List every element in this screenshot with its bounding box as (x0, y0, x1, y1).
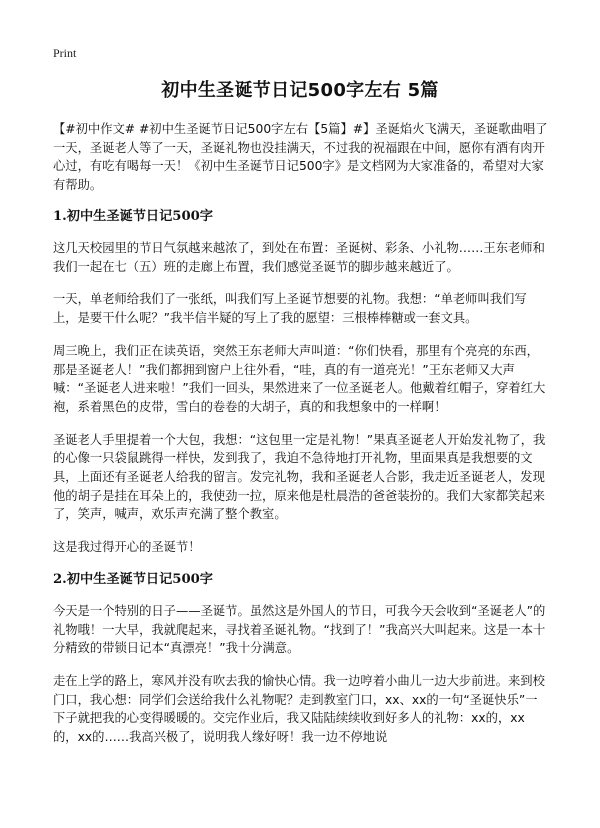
section-1-paragraph-4: 圣诞老人手里提着一个大包，我想：“这包里一定是礼物！”果真圣诞老人开始发礼物了，我的心像一只袋鼠跳得一样快，发到我了，我迫不急待地打开礼物，里面果真是我想要的文具，上面还有圣诞老人给我的留言。发完礼物，我和圣诞老人合影，我走近圣诞老人，发现他的胡子是挂在耳朵上的，我使劲一拉，原来他是杜晨浩的爸爸装扮的。我们大家都笑起来了，笑声，喊声，欢乐声充满了整个教室。 (53, 432, 546, 522)
section-2-paragraph-1: 今天是一个特别的日子——圣诞节。虽然这是外国人的节日，可我今天会收到“圣诞老人”的礼物哦！一大早，我就爬起来，寻找着圣诞礼物。“找到了！”我高兴大叫起来。这是一本十分精致的带锁日记本“真漂亮！”我十分满意。 (53, 603, 546, 656)
article-body (53, 120, 549, 761)
section-1-paragraph-2: 一天，单老师给我们了一张纸，叫我们写上圣诞节想要的礼物。我想：“单老师叫我们写上，是要干什么呢？”我半信半疑的写上了我的愿望：三根棒棒糖或一套文具。 (53, 292, 527, 326)
section-2-heading: 2.初中生圣诞节日记500字 (53, 571, 213, 587)
intro-paragraph: 【#初中作文# #初中生圣诞节日记500字左右【5篇】#】圣诞焰火飞满天，圣诞歌曲唱了一天，圣诞老人等了一天，圣诞礼物也没挂满天，不过我的祝福跟在中间，愿你有酒有肉开心过，有吃有喝每一天！《初中生圣诞节日记500字》是文档网为大家准备的，希望对大家有帮助。 (53, 122, 548, 192)
print-link[interactable]: Print (53, 46, 77, 60)
section-1-paragraph-5: 这是我过得开心的圣诞节！ (53, 540, 201, 555)
page-title: 初中生圣诞节日记500字左右 5篇 (161, 80, 439, 101)
section-1-heading: 1.初中生圣诞节日记500字 (53, 209, 213, 224)
section-1-paragraph-3: 周三晚上，我们正在读英语，突然王东老师大声叫道：“你们快看，那里有个亮亮的东西，那是圣诞老人！”我们都拥到窗户上往外看，“哇，真的有一道亮光！”王东老师又大声喊：“圣诞老人进来啦！”我们一回头，果然进来了一位圣诞老人。他戴着红帽子，穿着红大袍，系着黑色的皮带，雪白的卷卷的大胡子，真的和我想象中的一样啊！ (53, 343, 546, 414)
section-1-paragraph-1: 这几天校园里的节日气氛越来越浓了，到处在布置：圣诞树、彩条、小礼物……王东老师和我们一起在七（五）班的走廊上布置，我们感觉圣诞节的脚步越来越近了。 (53, 241, 545, 274)
section-2-paragraph-2: 走在上学的路上，寒风并没有吹去我的愉快心情。我一边哼着小曲儿一边大步前进。来到校门口，我心想：同学们会送给我什么礼物呢？走到教室门口，xx、xx的一句“圣诞快乐”一下子就把我的心变得暖暖的。交完作业后，我又陆陆续续收到好多人的礼物：xx的，xx的，xx的……我高兴极了，说明我人缘好呀！我一边不停地说 (53, 673, 545, 745)
